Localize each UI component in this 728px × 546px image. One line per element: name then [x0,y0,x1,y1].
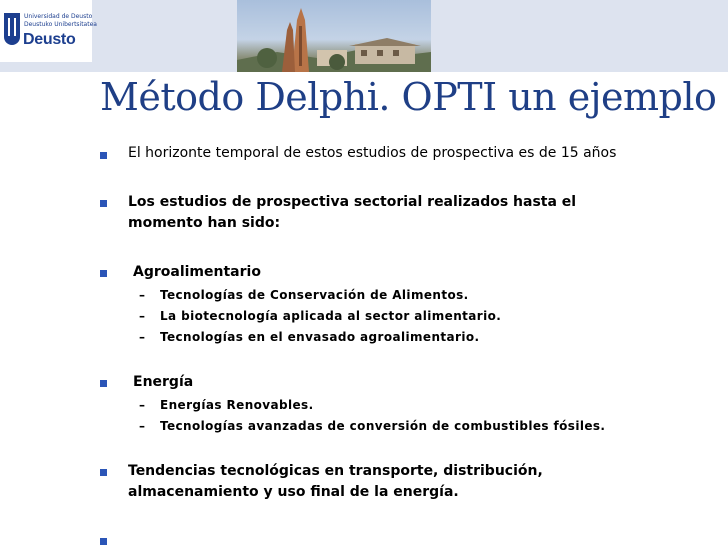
item-energia: Energía [133,374,194,390]
bullet-icon [100,152,107,159]
item-studies: Los estudios de prospectiva sectorial realizados hasta el momento han sido: [128,194,577,231]
logo-line-1: Universidad de Deusto [24,13,93,20]
bullet-icon [100,200,107,207]
logo-line-2: Deustuko Unibertsitatea [24,21,97,28]
sub-item: La biotecnología aplicada al sector alimentario. [160,309,502,323]
bullet-icon [100,538,107,545]
slide-title: Método Delphi. OPTI un ejemplo [100,75,717,119]
dash-icon: – [139,330,145,344]
bullet-icon [100,380,107,387]
item-tendencias: Tendencias tecnológicas en transporte, distribución, almacenamiento y uso final de la energía. [128,463,543,500]
dash-icon: – [139,419,145,433]
item-agroalimentario: Agroalimentario [133,264,261,280]
item-horizon: El horizonte temporal de estos estudios de prospectiva es de 15 años [128,145,617,161]
dash-icon: – [139,288,145,302]
campus-photo [237,0,431,72]
bullet-icon [100,270,107,277]
logo-wordmark: Deusto [23,31,76,48]
dash-icon: – [139,309,145,323]
sub-item: Tecnologías en el envasado agroalimentario. [160,330,480,344]
dash-icon: – [139,398,145,412]
bullet-icon [100,469,107,476]
sub-item: Energías Renovables. [160,398,314,412]
shield-icon [4,13,20,45]
university-logo [0,0,97,62]
sub-item: Tecnologías de Conservación de Alimentos. [160,288,469,302]
sub-item: Tecnologías avanzadas de conversión de combustibles fósiles. [160,419,606,433]
